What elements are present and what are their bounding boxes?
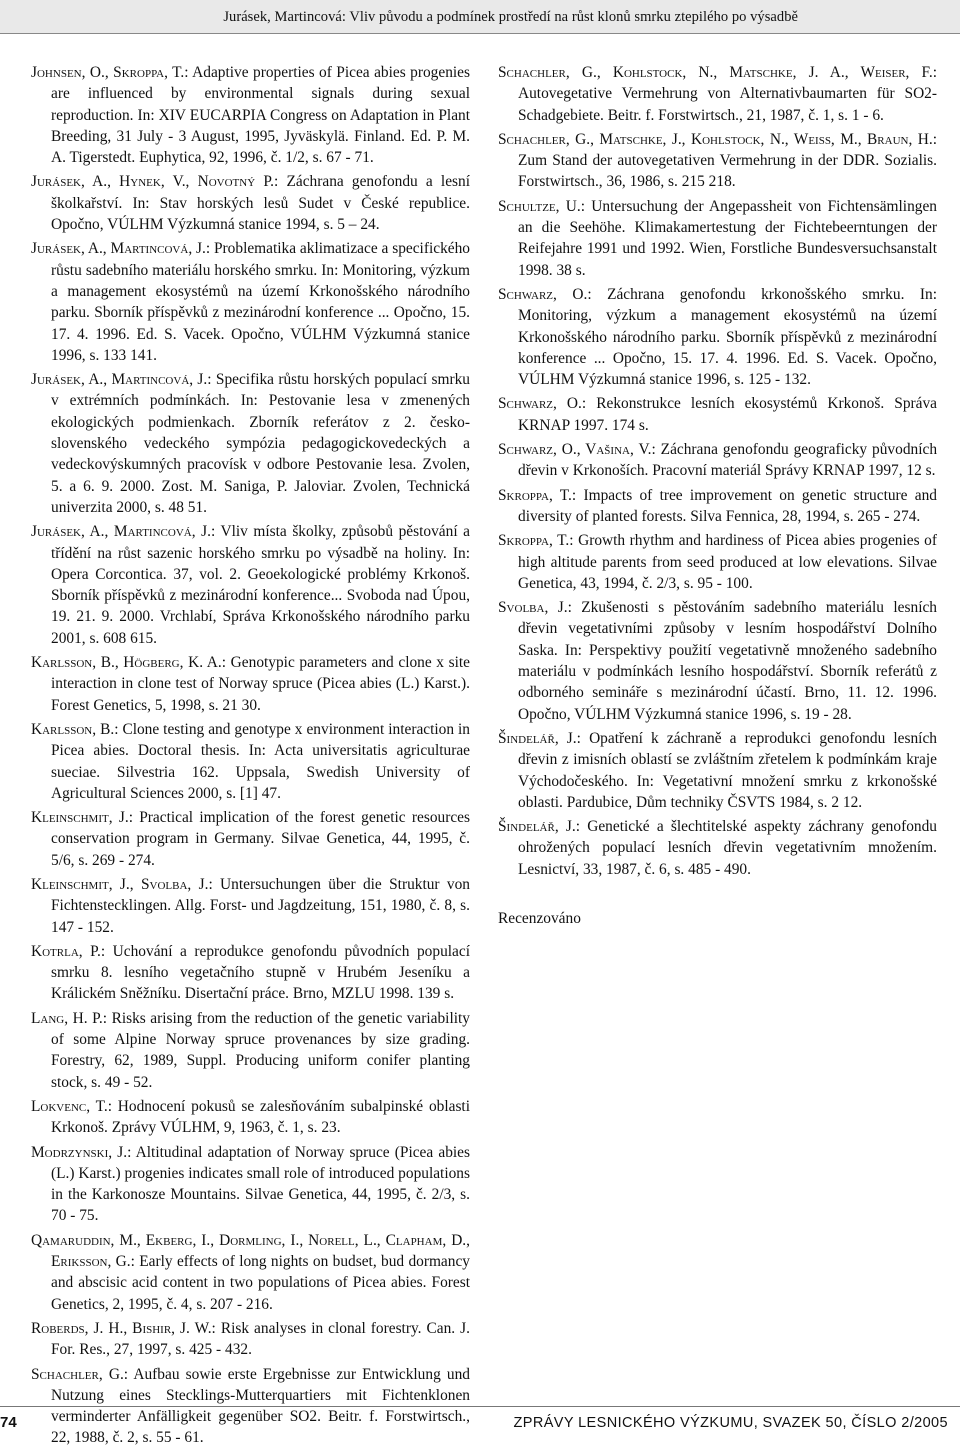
reference-entry <box>498 816 937 880</box>
reference-entry <box>31 171 470 235</box>
reference-entry <box>31 521 470 649</box>
reference-authors: Schwarz, O. <box>498 395 582 413</box>
reference-text: : Vliv místa školky, způsobů pěstování a třídění na růst sazenic horského smrku po výsadbě na holiny. In: Opera Corcontica. 37, vol. 2. Geoekologické problémy Krkonoš. Sborník příspěvků z mezinárodní konference... Svoboda nad Úpou, 19. 21. 9. 2000. Vrchlabí, Správa Krkonošského národního parku 2001, s. 608 615. <box>51 523 470 647</box>
reference-entry <box>498 284 937 390</box>
reference-entry <box>31 1230 470 1315</box>
reference-authors: Modrzynski, J. <box>31 1143 128 1161</box>
reference-authors: Karlsson, B., Högberg, K. A. <box>31 654 222 672</box>
reference-authors: Jurásek, A., Martincová, J. <box>31 371 208 389</box>
reference-entry <box>31 1318 470 1361</box>
reference-authors: Lokvenc, T. <box>31 1097 108 1115</box>
reference-authors: Kleinschmit, J., Svolba, J. <box>31 875 209 893</box>
reference-entry <box>498 597 937 725</box>
reference-text: : Aufbau sowie erste Ergebnisse zur Entwicklung und Nutzung eines Stecklings-Mutterquartiers mit Fichtenklonen verminderter Anfälligkeit gegenüber SO2. Beitr. f. Forstwirtsch., 22, 1988, č. 2, s. 55 - 61. <box>51 1365 470 1447</box>
reference-authors: Qamaruddin, M., Ekberg, I., Dormling, I., Norell, L., Clapham, D., Eriksson, G. <box>31 1231 470 1271</box>
reference-entry <box>31 1008 470 1093</box>
reference-entry <box>31 62 470 168</box>
reference-text: : Opatření k záchraně a reprodukci genofondu lesních dřevin z imisních oblastí se zvláštním zřetelem k podmínkám kraje Východočeského. In: Vegetativní množení smrku z krkonošské oblasti. Pardubice, Dům techniky ČSVTS 1984, s. 2 12. <box>518 729 937 811</box>
references-right-column <box>498 62 937 945</box>
reference-authors: Skroppa, T. <box>498 532 570 550</box>
reference-text: : Záchrana genofondu krkonošského smrku. In: Monitoring, výzkum a management ekosystémů na území Krkonošského národního parku. Sborník příspěvků z mezinárodní konference ... Opočno, 15. 17. 4. 1996. Ed. S. Vacek. Opočno, VÚLHM Výzkumná stanice 1996, s. 125 - 132. <box>518 285 938 389</box>
page-number: 74 <box>0 1414 17 1431</box>
reference-authors: Šindelář, J. <box>498 818 576 836</box>
reference-authors: Schultze, U. <box>498 197 581 215</box>
reference-text: : Rekonstrukce lesních ekosystémů Krkonoš. Správa KRNAP 1997. 174 s. <box>518 395 937 434</box>
journal-footer: ZPRÁVY LESNICKÉHO VÝZKUMU, SVAZEK 50, ČÍSLO 2/2005 <box>513 1415 948 1431</box>
references-left-column <box>31 62 470 1452</box>
reference-text: : Impacts of tree improvement on genetic structure and diversity of planted forests. Silva Fennica, 28, 1994, s. 265 - 274. <box>518 486 937 525</box>
reference-text: : Uchování a reprodukce genofondu původních populací smrku 8. lesního vegetačního stupně v Hrubém Jeseníku a Králickém Sněžníku. Disertační práce. Brno, MZLU 1998. 139 s. <box>51 942 470 1003</box>
reference-authors: Skroppa, T. <box>498 486 572 504</box>
reference-entry <box>498 393 937 436</box>
reference-text: : Risks arising from the reduction of the genetic variability of some Alpine Norway spruce provenances by size grading. Forestry, 62, 1989, Suppl. Producing uniform conifer planting stock, s. 49 - 52. <box>51 1009 470 1091</box>
reference-authors: Johnsen, O., Skroppa, T. <box>31 64 185 81</box>
reference-text: : Risk analyses in clonal forestry. Can. J. For. Res., 27, 1997, s. 425 - 432. <box>51 1319 470 1359</box>
reference-text: : Growth rhythm and hardiness of Picea abies progenies of high altitude parents from seed produced at low elevations. Silvae Genetica, 43, 1994, č. 2/3, s. 95 - 100. <box>518 532 937 592</box>
reference-entry <box>31 1142 470 1227</box>
reference-entry <box>31 807 470 871</box>
reference-authors: Schachler, G., Kohlstock, N., Matschke, J. A., Weiser, F. <box>498 64 933 81</box>
reference-text: : Genotypic parameters and clone x site interaction in clone test of Norway spruce (Picea abies (L.) Karst.). Forest Genetics, 5, 1998, s. 21 30. <box>51 654 470 714</box>
reference-text: : Altitudinal adaptation of Norway spruce (Picea abies (L.) Karst.) progenies indicates small role of introduced populations in the Karkonosze Mountains. Silvae Genetica, 44, 1995, č. 2/3, s. 70 - 75. <box>51 1143 470 1225</box>
reference-text: : Untersuchung der Angepassheit von Fichtensämlingen an die Seehöhe. Klimakamertestung der Fichtebeerntungen der Reifejahre 1991 und 1992. Wien, Forstliche Bundesversuchsanstalt 1998. 38 s. <box>518 197 937 279</box>
reviewed-note: Recenzováno <box>498 909 581 927</box>
reference-authors: Schwarz, O., Vašina, V. <box>498 441 652 459</box>
reference-text: : Záchrana genofondu geograficky původních dřevin v Krkonoších. Pracovní materiál Správy KRNAP 1997, 12 s. <box>518 441 938 480</box>
reference-text: : Zum Stand der autovegetativen Vermehrung in der DDR. Sozialis. Forstwirtsch., 36, 1986, s. 215 218. <box>518 130 937 191</box>
reference-authors: Lang, H. P. <box>31 1009 103 1027</box>
reference-authors: Schachler, G., Matschke, J., Kohlstock, N., Weiss, M., Braun, H. <box>498 130 933 148</box>
reference-entry <box>498 129 937 193</box>
reference-text: : Specifika růstu horských populací smrku v extrémních podmínkách. In: Pestovanie lesa v zmenených ekologických podmienkach. Zborník referátov z 2. česko-slovenského vedeckého sympózia pedagogickovedeckých a vedeckovýskumných pracovísk v odbore Pestovanie lesa. Zvolen, 5. a 6. 9. 2000. Zost. M. Saniga, P. Jaloviar. Zvolen, Technická univerzita 2000, s. 48 51. <box>51 371 470 516</box>
running-title: Jurásek, Martincová: Vliv původu a podmínek prostředí na růst klonů smrku ztepilého po výsadbě <box>223 9 798 25</box>
reference-entry <box>31 652 470 716</box>
reference-authors: Jurásek, A., Hynek, V., Novotný P. <box>31 173 275 191</box>
reference-authors: Svolba, J. <box>498 599 568 617</box>
reference-entry <box>31 369 470 518</box>
reference-authors: Šindelář, J. <box>498 729 577 747</box>
reference-text: : Problematika aklimatizace a specifického růstu sadebního materiálu horského smrku. In: Monitoring, výzkum a management ekosystémů na území Krkonošského národního parku. Sborník příspěvků z mezinárodní konference ... Opočno, 15. 17. 4. 1996. Ed. S. Vacek. Opočno, VÚLHM Výzkumná stanice 1996, s. 133 141. <box>51 240 470 364</box>
reference-entry <box>498 439 937 482</box>
reference-authors: Jurásek, A., Martincová, J. <box>31 240 206 258</box>
reference-authors: Schwarz, O. <box>498 285 588 303</box>
reference-text: : Untersuchungen über die Struktur von Fichtenstecklingen. Allg. Forst- und Jagdzeitung, 151, 1980, č. 8, s. 147 - 152. <box>51 875 470 936</box>
reference-text: : Adaptive properties of Picea abies progenies are influenced by environmental signals during sexual reproduction. In: XIV EUCARPIA Congress on Adaptation in Plant Breeding, 31 July - 3 August, 1995, Jyväskylä. Finland. Ed. P. M. A. Tigerstedt. Euphytica, 92, 1996, č. 1/2, s. 67 - 71. <box>51 64 470 167</box>
reference-text: : Autovegetative Vermehrung von Alternativbaumarten für SO2-Schadgebiete. Beitr. f. Forstwirtsch., 21, 1987, č. 1, s. 1 - 6. <box>518 64 937 124</box>
reference-entry <box>31 719 470 804</box>
reference-text: : Genetické a šlechtitelské aspekty záchrany genofondu ohrožených populací lesních dřevin vegetativním množením. Lesnictví, 33, 1987, č. 6, s. 485 - 490. <box>518 818 937 878</box>
reference-entry <box>31 238 470 366</box>
reference-entry <box>31 941 470 1005</box>
reference-authors: Schachler, G. <box>31 1365 124 1383</box>
reference-text: : Zkušenosti s pěstováním sadebního materiálu lesních dřevin vegetativními způsoby v lesním hospodářství Dolního Saska. In: Perspektivy použití vegetativně množeného sadebního materiálu v podmínkách lesního hospodářství. Sborník referátů z odborného semináře s mezinárodní účastí. Brno, 11. 12. 1996. Opočno, VÚLHM Výzkumná stanice 1996, s. 19 - 28. <box>518 599 937 723</box>
reference-text: : Early effects of long nights on budset, bud dormancy and abscisic acid content in two populations of Picea abies. Forest Genetics, 2, 1995, č. 4, s. 207 - 216. <box>51 1253 470 1313</box>
reference-authors: Kotrla, P. <box>31 942 101 960</box>
reference-authors: Kleinschmit, J. <box>31 809 129 827</box>
reference-entry <box>498 62 937 126</box>
reference-text: : Záchrana genofondu a lesní školkařství. In: Stav horských lesů Sudet v České republice. Opočno, VÚLHM Výzkumná stanice 1994, s. 5 – 24. <box>51 173 470 234</box>
reference-text: : Clone testing and genotype x environment interaction in Picea abies. Doctoral thesis. In: Acta universitatis agriculturae sueciae. Silvestria 162. Uppsala, Swedish University of Agricultural Sciences 2000, s. [1] 47. <box>51 720 471 802</box>
reference-text: : Hodnocení pokusů se zalesňováním subalpinské oblasti Krkonoš. Zprávy VÚLHM, 9, 1963, č. 1, s. 23. <box>51 1097 470 1137</box>
reference-entry <box>498 196 937 281</box>
reference-authors: Jurásek, A., Martincová, J. <box>31 523 211 541</box>
reference-authors: Roberds, J. H., Bishir, J. W. <box>31 1319 212 1337</box>
footer-divider <box>0 1406 960 1407</box>
reference-entry <box>498 728 937 813</box>
reference-entry <box>31 874 470 938</box>
reference-entry <box>498 485 937 528</box>
reference-entry <box>31 1096 470 1139</box>
reference-entry <box>498 530 937 594</box>
running-header <box>0 0 960 34</box>
reference-text: : Practical implication of the forest genetic resources conservation program in Germany. Silvae Genetica, 44, 1995, č. 5/6, s. 269 - 274. <box>51 809 470 869</box>
reference-authors: Karlsson, B. <box>31 720 115 738</box>
